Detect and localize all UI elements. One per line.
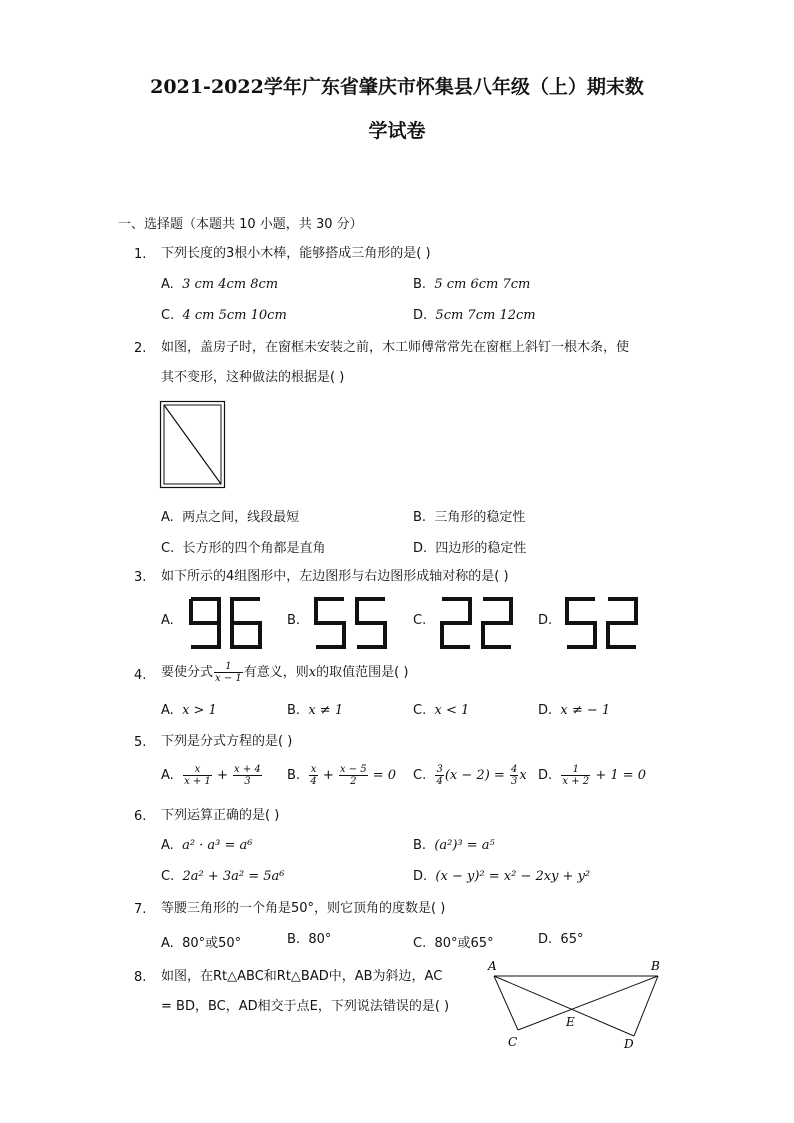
segment-bc xyxy=(518,976,658,1030)
point-a-label: A xyxy=(488,959,497,973)
frac-denominator: 2 xyxy=(350,776,357,787)
segment-ad xyxy=(494,976,634,1036)
question-1-option-d[interactable] xyxy=(413,308,536,323)
frac-denominator: 4 xyxy=(436,776,443,787)
equation-middle: (x − 2) = xyxy=(444,768,505,783)
option-label: A. xyxy=(161,936,174,951)
window-frame-figure xyxy=(160,401,226,489)
q4-text-before: 要使分式 xyxy=(161,665,214,680)
option-label: A. xyxy=(161,838,174,853)
question-4-text xyxy=(161,661,408,684)
point-d-label: D xyxy=(624,1037,634,1051)
glyph-pair-22 xyxy=(439,597,515,649)
question-8-text-line2: = BD，BC，AD相交于点E，下列说法错误的是( ) xyxy=(161,999,450,1014)
option-text: 80°或50° xyxy=(182,936,242,951)
frac-denominator: 4 xyxy=(310,776,317,787)
question-6-number: 6. xyxy=(134,809,147,824)
option-text: 65° xyxy=(560,932,584,947)
option-label: C. xyxy=(413,703,427,718)
question-5-option-a[interactable] xyxy=(161,764,263,787)
question-2-option-a[interactable] xyxy=(161,506,299,525)
q4-variable: x xyxy=(308,665,317,680)
option-label: A. xyxy=(161,768,174,783)
frac-numerator: x xyxy=(310,764,317,775)
question-7-option-a[interactable] xyxy=(161,932,241,951)
paper-title-line2: 学试卷 xyxy=(368,120,426,142)
option-text: a² · a³ = a⁶ xyxy=(182,838,253,853)
question-4-option-b[interactable] xyxy=(287,703,343,718)
paper-title-line1: 2021-2022学年广东省肇庆市怀集县八年级（上）期末数 xyxy=(150,76,644,98)
point-c-label: C xyxy=(508,1035,518,1049)
operator: + xyxy=(322,768,334,783)
question-1-option-b[interactable] xyxy=(413,277,530,292)
frac-numerator: x xyxy=(183,764,212,776)
option-label: D. xyxy=(413,541,428,556)
question-7-option-c[interactable] xyxy=(413,932,494,951)
frac-numerator: 1 xyxy=(561,764,590,776)
question-1-number: 1. xyxy=(134,247,147,262)
option-label: A. xyxy=(161,510,174,525)
option-label: D. xyxy=(413,869,428,884)
glyph-pair-55 xyxy=(313,597,389,649)
question-3-option-b[interactable] xyxy=(287,613,300,628)
option-text: x ≠ 1 xyxy=(308,703,344,718)
question-4-option-c[interactable] xyxy=(413,703,469,718)
segment-ac xyxy=(494,976,518,1030)
frac-denominator: x + 1 xyxy=(184,776,211,787)
option-label: C. xyxy=(161,541,175,556)
option-label: A. xyxy=(161,277,174,292)
question-5-option-d[interactable] xyxy=(538,764,646,787)
frac-numerator: 3 xyxy=(436,764,443,775)
point-b-label: B xyxy=(651,959,660,973)
option-label: B. xyxy=(287,932,301,947)
option-text: 3 cm 4cm 8cm xyxy=(182,277,279,292)
question-6-option-b[interactable] xyxy=(413,838,495,853)
option-text: x > 1 xyxy=(182,703,217,718)
option-text: 2a² + 3a² = 5a⁶ xyxy=(182,869,285,884)
frac-denominator: x − 1 xyxy=(215,673,242,684)
section-heading: 一、选择题（本题共 10 小题，共 30 分） xyxy=(118,217,363,232)
option-text: 4 cm 5cm 10cm xyxy=(182,308,287,323)
question-4-number: 4. xyxy=(134,668,147,683)
q4-text-after: 的取值范围是( ) xyxy=(316,665,409,680)
option-label: A. xyxy=(161,703,174,718)
option-text: 四边形的稳定性 xyxy=(435,541,527,556)
question-6-option-d[interactable] xyxy=(413,869,590,884)
question-2-text-line1: 如图，盖房子时，在窗框未安装之前，木工师傅常常先在窗框上斜钉一根木条，使 xyxy=(161,340,630,355)
option-label: B. xyxy=(287,703,301,718)
equation-tail: = 0 xyxy=(372,768,397,783)
question-5-option-c[interactable] xyxy=(413,764,527,787)
option-label: B. xyxy=(287,613,301,628)
frac-numerator: x + 4 xyxy=(234,764,261,775)
option-text: x ≠ − 1 xyxy=(560,703,611,718)
question-7-number: 7. xyxy=(134,902,147,917)
glyph-pair-96 xyxy=(188,597,264,649)
option-text: 5cm 7cm 12cm xyxy=(435,308,536,323)
option-label: B. xyxy=(413,277,427,292)
frac-denominator: 3 xyxy=(244,776,251,787)
question-3-option-a[interactable] xyxy=(161,613,174,628)
option-label: C. xyxy=(413,613,427,628)
equation-tail: x xyxy=(519,768,527,783)
option-label: B. xyxy=(287,768,301,783)
option-text: (x − y)² = x² − 2xy + y² xyxy=(435,869,591,884)
option-label: D. xyxy=(538,613,553,628)
question-1-option-a[interactable] xyxy=(161,277,278,292)
question-6-option-c[interactable] xyxy=(161,869,285,884)
option-label: B. xyxy=(413,838,427,853)
question-7-option-b[interactable] xyxy=(287,932,331,947)
glyph-pair-52 xyxy=(564,597,640,649)
option-text: 长方形的四个角都是直角 xyxy=(182,541,326,556)
operator: + xyxy=(216,768,228,783)
question-2-option-b[interactable] xyxy=(413,506,525,525)
question-4-option-d[interactable] xyxy=(538,703,610,718)
frac-denominator: 3 xyxy=(510,776,518,787)
option-text: 80°或65° xyxy=(434,936,494,951)
segment-bd xyxy=(634,976,658,1036)
frac-numerator: x − 5 xyxy=(339,764,367,775)
question-1-option-c[interactable] xyxy=(161,308,287,323)
question-3-number: 3. xyxy=(134,570,147,585)
option-label: B. xyxy=(413,510,427,525)
question-4-option-a[interactable] xyxy=(161,703,217,718)
triangle-figure xyxy=(486,958,666,1054)
q4-text-mid: 有意义，则 xyxy=(243,665,309,680)
option-label: D. xyxy=(538,768,553,783)
option-text: 5 cm 6cm 7cm xyxy=(434,277,531,292)
option-label: C. xyxy=(413,768,427,783)
question-2-number: 2. xyxy=(134,341,147,356)
option-label: A. xyxy=(161,613,174,628)
question-1-text: 下列长度的3根小木棒，能够搭成三角形的是( ) xyxy=(161,246,431,261)
option-text: 80° xyxy=(308,932,332,947)
question-5-text: 下列是分式方程的是( ) xyxy=(161,734,293,749)
option-label: C. xyxy=(161,869,175,884)
option-text: (a²)³ = a⁵ xyxy=(434,838,495,853)
question-5-number: 5. xyxy=(134,735,147,750)
question-6-option-a[interactable] xyxy=(161,838,253,853)
frac-numerator: 1 xyxy=(214,661,243,673)
question-2-option-c[interactable] xyxy=(161,537,326,556)
option-label: D. xyxy=(538,703,553,718)
option-label: C. xyxy=(413,936,427,951)
option-label: D. xyxy=(413,308,428,323)
question-7-option-d[interactable] xyxy=(538,932,583,947)
equation-tail: + 1 = 0 xyxy=(595,768,647,783)
question-2-text-line2: 其不变形，这种做法的根据是( ) xyxy=(161,370,345,385)
question-3-text: 如下所示的4组图形中，左边图形与右边图形成轴对称的是( ) xyxy=(161,569,509,584)
question-5-option-b[interactable] xyxy=(287,764,396,787)
option-label: C. xyxy=(161,308,175,323)
point-e-label: E xyxy=(566,1015,575,1029)
option-text: 两点之间，线段最短 xyxy=(182,510,300,525)
question-8-number: 8. xyxy=(134,970,147,985)
diagonal-brace xyxy=(164,405,221,484)
question-2-option-d[interactable] xyxy=(413,537,526,556)
question-7-text: 等腰三角形的一个角是50°，则它顶角的度数是( ) xyxy=(161,901,446,916)
frac-denominator: x + 2 xyxy=(562,776,590,787)
option-text: 三角形的稳定性 xyxy=(434,510,526,525)
question-3-option-d[interactable] xyxy=(538,613,552,628)
question-3-option-c[interactable] xyxy=(413,613,426,628)
question-6-text: 下列运算正确的是( ) xyxy=(161,808,280,823)
option-text: x < 1 xyxy=(434,703,470,718)
question-8-text-line1: 如图，在Rt△ABC和Rt△BAD中，AB为斜边，AC xyxy=(161,969,443,984)
option-label: D. xyxy=(538,932,553,947)
frac-numerator: 4 xyxy=(510,764,518,775)
